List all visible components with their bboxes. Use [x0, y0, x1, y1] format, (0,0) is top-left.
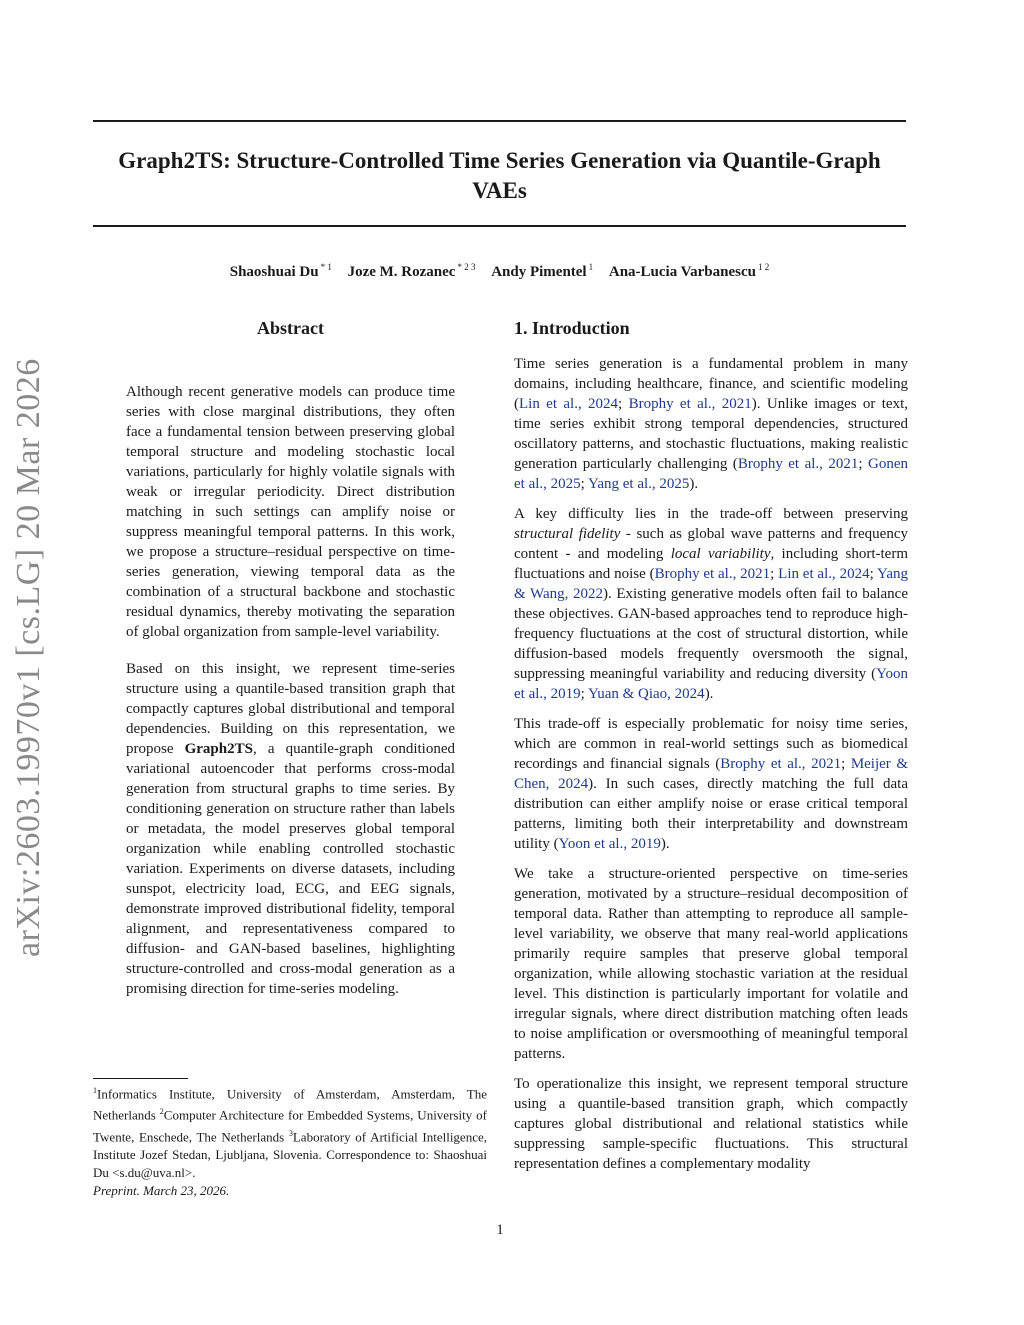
text-run: ; — [869, 566, 878, 582]
introduction-section — [514, 316, 908, 1184]
intro-paragraph-4: We take a structure-oriented perspective on time-series generation, motivated by a structure–residual decomposition of temporal data. Rather than attempting to reproduce all sample-level variability, we observe that many real-world applications primarily require samples that preserve global temporal organization, while allowing stochastic variation at the residual level. This distinction is particularly important for volatile and irregular signals, where direct distribution matching often leads to noise amplification or oversmoothing of meaningful temporal patterns. — [514, 866, 908, 1062]
author-name: Ana-Lucia Varbanescu — [608, 264, 756, 280]
citation-link[interactable]: Lin et al., 2024 — [778, 566, 870, 582]
text-run: Time series generation is a fundamental problem in many domains, including healthcare, finance, and scientific modeling ( — [514, 356, 908, 412]
citation-link[interactable]: Yoon et al., 2019 — [558, 836, 661, 852]
citation-link[interactable]: Yang et al., 2025 — [588, 476, 690, 492]
text-run: Informatics Institute, University of Amsterdam, Amsterdam, The Netherlands — [93, 1086, 487, 1123]
text-run: ; — [580, 476, 589, 492]
text-run: ). In such cases, directly matching the full data distribution can either amplify noise or erase critical temporal patterns, limiting both their interpretability and downstream utility ( — [514, 776, 908, 852]
author-affiliation-marks: 1 2 — [757, 262, 770, 272]
citation-link[interactable]: Yang & Wang, 2022 — [514, 566, 909, 602]
arxiv-identifier: arXiv:2603.19970v1 [cs.LG] 20 Mar 2026 — [10, 358, 47, 957]
text-run: ). — [689, 476, 699, 492]
text-run: ). — [660, 836, 670, 852]
footnote-mark: 2 — [159, 1107, 164, 1117]
citation-link[interactable]: Brophy et al., 2021 — [628, 396, 752, 412]
text-run: ; — [580, 686, 589, 702]
title-rule-bottom — [93, 225, 906, 227]
footnote-rule — [93, 1078, 188, 1079]
author-affiliation-marks: * 1 — [320, 262, 332, 272]
model-name: Graph2TS — [184, 741, 253, 757]
author-affiliation-marks: * 2 3 — [457, 262, 476, 272]
text-run: , including short-term fluctuations and noise ( — [514, 546, 908, 582]
author-affiliation-marks: 1 — [588, 262, 594, 272]
text-run: ; — [618, 396, 629, 412]
abstract-heading: Abstract — [257, 318, 324, 338]
text-run: Computer Architecture for Embedded Systems, University of Twente, Enschede, The Netherlands — [93, 1107, 487, 1144]
text-run: ). Existing generative models often fail to balance these objectives. GAN-based approaches tend to reproduce high-frequency fluctuations at the cost of structural distortion, while diffusion-based models frequently oversmooth the signal, suppressing meaningful variability and reducing diversity ( — [514, 586, 908, 682]
preprint-note: Preprint. March 23, 2026. — [93, 1183, 230, 1198]
citation-link[interactable]: Brophy et al., 2021 — [654, 566, 771, 582]
emphasis-term: local variability — [670, 546, 771, 562]
title-rule-top — [93, 120, 906, 122]
text-run: Laboratory of Artificial Intelligence, Institute Jozef Stedan, Ljubljana, Slovenia. Correspondence to: Shaoshuai Du <s.du@uva.nl>. — [93, 1128, 487, 1180]
abstract-paragraph-2 — [126, 659, 455, 999]
author — [348, 264, 476, 280]
citation-link[interactable]: Gonen et al., 2025 — [514, 456, 908, 492]
text-run: - such as global wave patterns and frequency content - and modeling — [514, 526, 908, 562]
text-run: A key difficulty lies in the trade-off between preserving — [514, 506, 908, 522]
text-run: , a quantile-graph conditioned variational autoencoder that performs cross-modal generation from structural graphs to time series. By conditioning generation on structure rather than labels or metadata, the model preserves global temporal organization while enabling controlled stochastic variation. Experiments on diverse datasets, including sunspot, electricity load, ECG, and EEG signals, demonstrate improved distributional fidelity, temporal alignment, and representativeness compared to diffusion- and GAN-based baselines, highlighting structure-controlled and cross-modal generation as a promising direction for time-series modeling. — [126, 741, 455, 997]
paper-title: Graph2TS: Structure-Controlled Time Series Generation via Quantile-Graph VAEs — [118, 148, 881, 203]
text-run: ). Unlike images or text, time series exhibit strong temporal dependencies, structured oscillatory patterns, and stochastic fluctuations, making realistic generation particularly challenging ( — [514, 396, 909, 472]
citation-link[interactable]: Brophy et al., 2021 — [737, 456, 859, 472]
citation-link[interactable]: Yoon et al., 2019 — [514, 666, 908, 702]
author-list — [93, 262, 906, 281]
citation-link[interactable]: Yuan & Qiao, 2024 — [588, 686, 705, 702]
page-number: 1 — [496, 1222, 504, 1238]
author-name: Joze M. Rozanec — [347, 264, 456, 280]
intro-paragraph-5: To operationalize this insight, we represent temporal structure using a quantile-based transition graph, which compactly captures global distributional and relational statistics while suppressing sample-specific fluctuations. This structural representation defines a complementary modality — [514, 1076, 908, 1172]
abstract-section — [126, 316, 455, 1016]
author-name: Andy Pimentel — [491, 264, 587, 280]
affiliation-footnote — [93, 1082, 487, 1182]
intro-paragraph-1 — [514, 354, 908, 494]
text-run: ; — [770, 566, 779, 582]
citation-link[interactable]: Lin et al., 2024 — [519, 396, 619, 412]
text-run: ). — [704, 686, 714, 702]
author — [230, 264, 332, 280]
abstract-paragraph-1: Although recent generative models can produce time series with close marginal distributions, they often face a fundamental tension between preserving global temporal structure and modeling stochastic local variations, particularly for highly volatile signals with weak or irregular periodicity. Direct distribution matching in such settings can amplify noise or suppress meaningful temporal patterns. In this work, we propose a structure–residual perspective on time-series generation, viewing temporal data as the combination of a structural backbone and stochastic residual dynamics, thereby motivating the separation of global organization from sample-level variability. — [126, 384, 455, 640]
introduction-heading: 1. Introduction — [514, 318, 630, 338]
text-run: ; — [858, 456, 868, 472]
text-run: ; — [841, 756, 851, 772]
author-name: Shaoshuai Du — [229, 264, 319, 280]
intro-paragraph-2 — [514, 504, 908, 704]
footnote-mark: 3 — [288, 1128, 293, 1138]
intro-paragraph-3 — [514, 714, 908, 854]
author — [609, 264, 769, 280]
citation-link[interactable]: Meijer & Chen, 2024 — [514, 756, 909, 792]
citation-link[interactable]: Brophy et al., 2021 — [720, 756, 842, 772]
emphasis-term: structural fidelity — [514, 526, 621, 542]
footnote-mark: 1 — [93, 1086, 97, 1095]
text-run: This trade-off is especially problematic for noisy time series, which are common in real-world settings such as biomedical recordings and financial signals ( — [514, 716, 908, 772]
text-run: Based on this insight, we represent time-series structure using a quantile-based transition graph that compactly captures global distributional and temporal dependencies. Building on this representation, we propose — [126, 661, 455, 757]
author — [491, 264, 593, 280]
